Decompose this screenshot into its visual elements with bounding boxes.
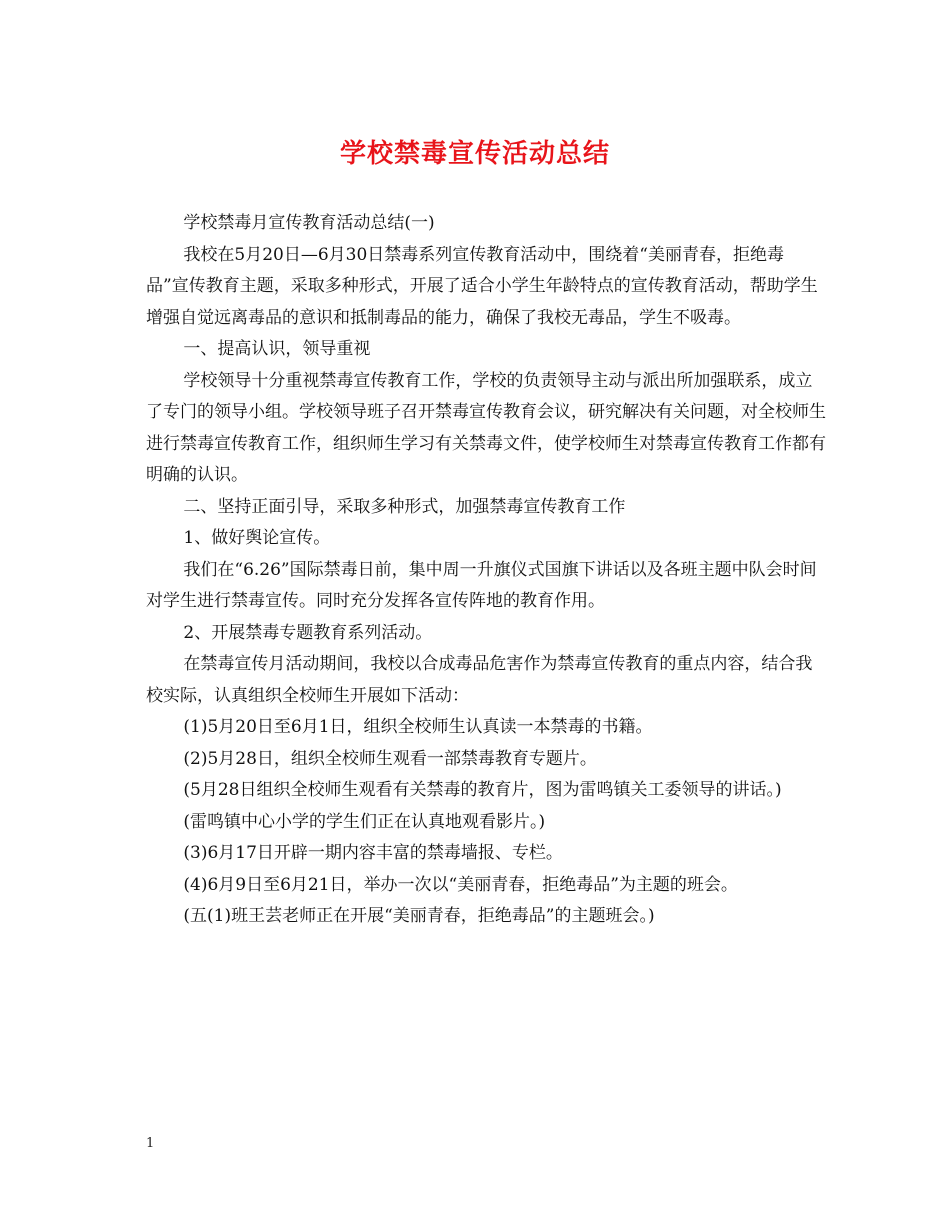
paragraph-activities: 在禁毒宣传月活动期间，我校以合成毒品危害作为禁毒宣传教育的重点内容，结合我校实际，认真组织全校师生开展如下活动： (146, 654, 813, 706)
document-body (146, 208, 826, 933)
section-heading-1: 一、提高认识，领导重视 (183, 339, 371, 359)
paragraph-subtitle: 学校禁毒月宣传教育活动总结(一) (183, 213, 435, 233)
paragraph-leadership: 学校领导十分重视禁毒宣传教育工作，学校的负责领导主动与派出所加强联系，成立了专门的领导小组。学校领导班子召开禁毒宣传教育会议，研究解决有关问题，对全校师生进行禁毒宣传教育工作，组织师生学习有关禁毒文件，使学校师生对禁毒宣传教育工作都有明确的认识。 (146, 370, 826, 485)
document-title: 学校禁毒宣传活动总结 (339, 139, 610, 169)
caption-note: (5月28日组织全校师生观看有关禁毒的教育片，图为雷鸣镇关工委领导的讲话。) (183, 780, 782, 800)
list-item: (4)6月9日至6月21日，举办一次以“美丽青春，拒绝毒品”为主题的班会。 (183, 874, 738, 895)
paragraph-intro: 我校在5月20日—6月30日禁毒系列宣传教育活动中，围绕着“美丽青春，拒绝毒品”宣传教育主题，采取多种形式，开展了适合小学生年龄特点的宣传教育活动，帮助学生增强自觉远离毒品的意识和抵制毒品的能力，确保了我校无毒品，学生不吸毒。 (146, 244, 818, 328)
caption-note: (五(1)班王芸老师正在开展“美丽青春，拒绝毒品”的主题班会。) (183, 906, 655, 926)
list-item: (3)6月17日开辟一期内容丰富的禁毒墙报、专栏。 (183, 843, 563, 863)
subheading-1: 1、做好舆论宣传。 (183, 528, 331, 548)
section-heading-2: 二、坚持正面引导，采取多种形式，加强禁毒宣传教育工作 (183, 496, 626, 517)
caption-note: (雷鸣镇中心小学的学生们正在认真地观看影片。) (183, 811, 546, 832)
page-number: 1 (146, 1136, 155, 1151)
list-item: (1)5月20日至6月1日，组织全校师生认真读一本禁毒的书籍。 (183, 717, 653, 737)
paragraph-publicity: 我们在“6.26”国际禁毒日前，集中周一升旗仪式国旗下讲话以及各班主题中队会时间对学生进行禁毒宣传。同时充分发挥各宣传阵地的教育作用。 (146, 559, 817, 611)
subheading-2: 2、开展禁毒专题教育系列活动。 (183, 622, 433, 643)
list-item: (2)5月28日，组织全校师生观看一部禁毒教育专题片。 (183, 748, 597, 769)
